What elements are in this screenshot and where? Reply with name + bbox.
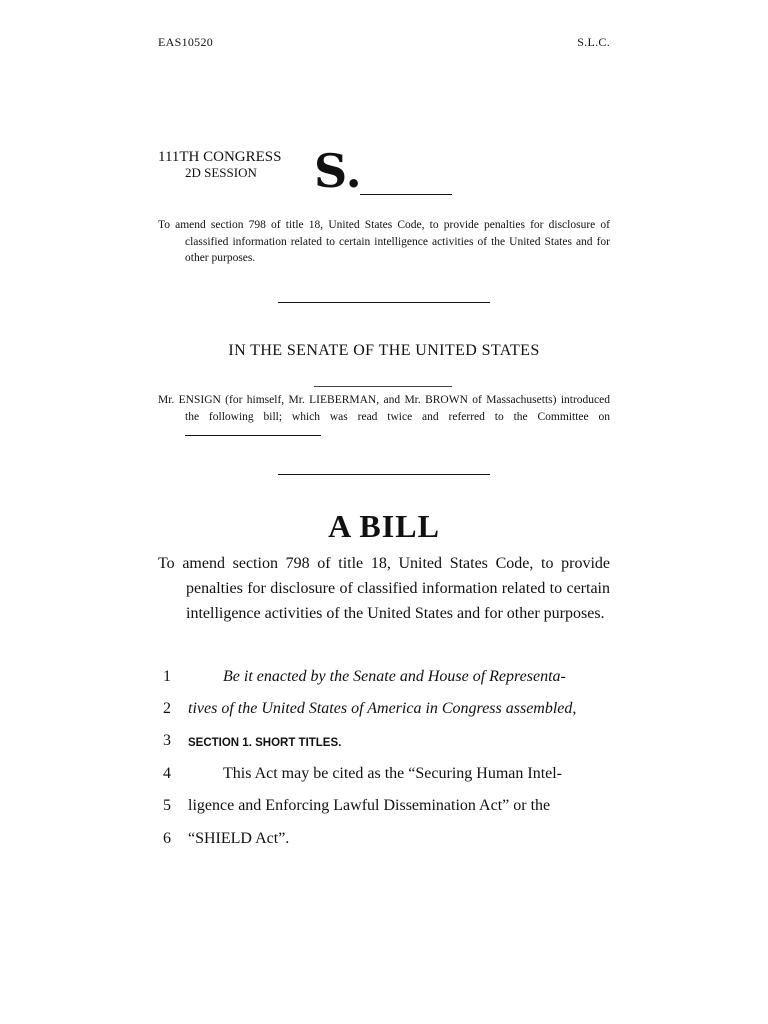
line-text: “SHIELD Act”. bbox=[188, 830, 290, 847]
purpose-summary: To amend section 798 of title 18, United States Code, to provide penalties for disclosure of classified information related to certain intelligence activities of the United States and for other purposes. bbox=[158, 219, 610, 264]
line-number: 4 bbox=[163, 765, 171, 782]
line-number: 3 bbox=[163, 732, 171, 749]
bill-prefix: S. bbox=[314, 144, 362, 198]
short-divider-rule bbox=[314, 386, 452, 387]
divider-rule bbox=[278, 474, 490, 475]
committee-blank bbox=[185, 425, 321, 436]
introduction-statement bbox=[158, 392, 610, 442]
document-code: EAS10520 bbox=[158, 35, 214, 49]
section-heading: SECTION 1. SHORT TITLES. bbox=[188, 737, 342, 749]
line-number: 1 bbox=[163, 668, 171, 685]
bill-number-blank bbox=[360, 194, 452, 195]
line-text: Be it enacted by the Senate and House of Representa- bbox=[223, 668, 566, 685]
introduction-text: Mr. ENSIGN (for himself, Mr. LIEBERMAN, and Mr. BROWN of Massachusetts) introduced the following bill; which was read twice and referred to the Committee on bbox=[158, 394, 610, 423]
line-number: 6 bbox=[163, 830, 171, 847]
congress-number: 111TH CONGRESS bbox=[158, 149, 282, 165]
line-text: tives of the United States of America in Congress assembled, bbox=[188, 700, 577, 717]
purpose-statement: To amend section 798 of title 18, United States Code, to provide penalties for disclosure of classified information related to certain intelligence activities of the United States and for other purposes. bbox=[158, 555, 610, 622]
divider-rule bbox=[278, 302, 490, 303]
congress-session: 2D SESSION bbox=[185, 165, 257, 180]
line-number: 2 bbox=[163, 700, 171, 717]
line-text: ligence and Enforcing Lawful Dissemination Act” or the bbox=[188, 797, 551, 814]
document-type-code: S.L.C. bbox=[577, 35, 610, 49]
line-text: This Act may be cited as the “Securing Human Intel- bbox=[223, 765, 563, 782]
bill-title: A BILL bbox=[328, 508, 440, 544]
senate-heading: IN THE SENATE OF THE UNITED STATES bbox=[228, 342, 540, 359]
line-number: 5 bbox=[163, 797, 171, 814]
